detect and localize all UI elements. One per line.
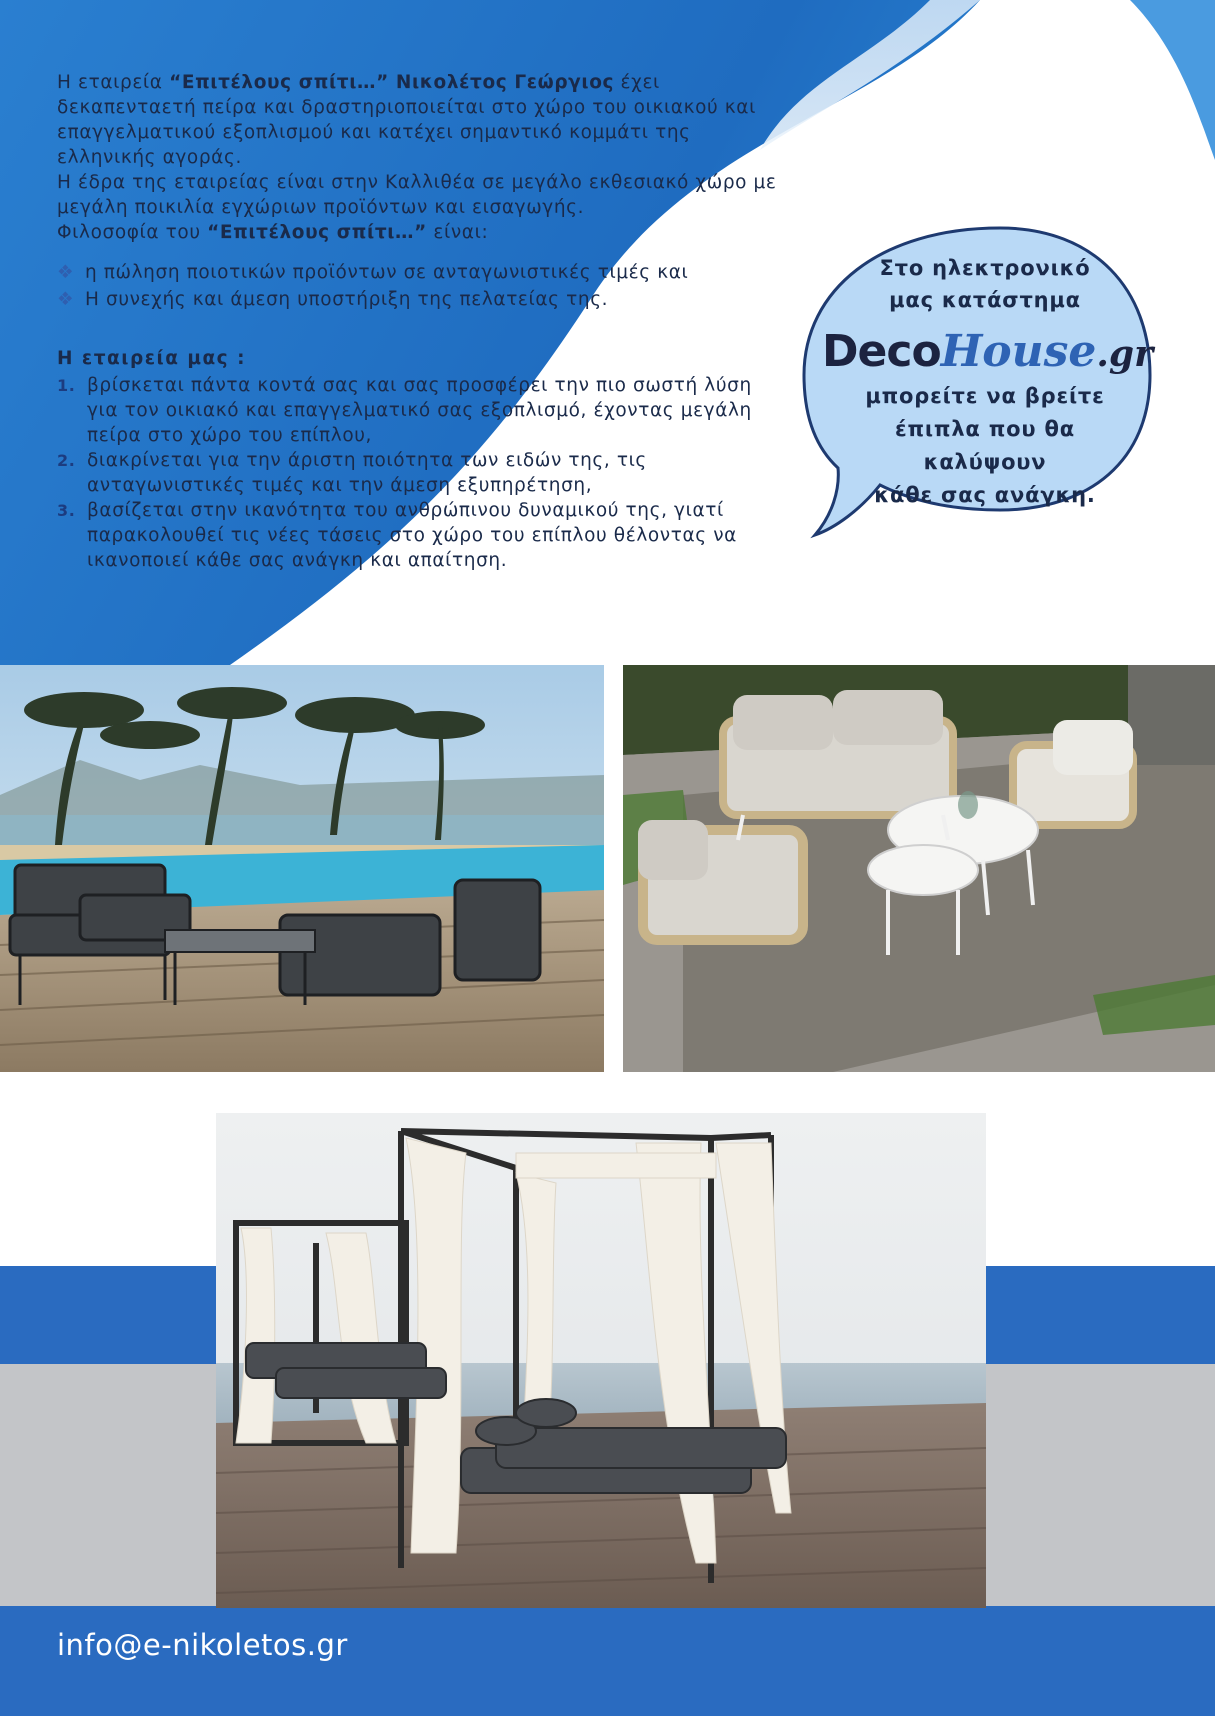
list-item [57, 448, 777, 498]
logo-gr: .gr [1096, 333, 1154, 375]
company-name: “Επιτέλους σπίτι…” Νικολέτος Γεώργιος [169, 72, 615, 93]
bubble-body [820, 380, 1150, 512]
bubble-line: Στο ηλεκτρονικό [879, 256, 1091, 280]
bubble-line: μπορείτε να βρείτε [865, 384, 1105, 408]
footer-email[interactable]: info@e-nikoletos.gr [57, 1628, 348, 1662]
intro-p2: Η έδρα της εταιρείας είναι στην Καλλιθέα σε μεγάλο εκθεσιακό χώρο με μεγάλη ποικιλία εγχώριων προϊόντων και εισαγωγής. [57, 172, 777, 218]
company-points-list [57, 373, 777, 573]
diamond-bullet-icon: ❖ [57, 262, 75, 283]
bubble-line: μας κατάστημα [889, 288, 1081, 312]
bubble-intro [820, 252, 1150, 316]
photo-rattan-lounge-set [623, 665, 1215, 1072]
logo-house: House [940, 326, 1097, 377]
intro-p3-a: Φιλοσοφία του [57, 222, 208, 243]
intro-text [57, 70, 777, 245]
philosophy-list [57, 259, 777, 313]
logo-deco: Deco [822, 326, 941, 377]
list-item-text: διακρίνεται για την άριστη ποιότητα των ειδών της, τις ανταγωνιστικές τιμές και την άμεση εξυπηρέτηση, [87, 450, 647, 496]
brand-name: “Επιτέλους σπίτι…” [207, 222, 427, 243]
list-item [57, 373, 777, 448]
item-number: 2. [57, 451, 76, 470]
company-heading: Η εταιρεία μας : [57, 348, 246, 369]
list-item-text: βασίζεται στην ικανότητα του ανθρώπινου δυναμικού της, γιατί παρακολουθεί τις νέες τάσεις στο χώρο του επίπλου θέλοντας να ικανοποιεί κάθε σας ανάγκη και απαίτηση. [87, 500, 737, 571]
photo-pool-sofa-set [0, 665, 604, 1072]
intro-p1-b: έχει δεκαπενταετή πείρα και δραστηριοποιείται στο χώρο του οικιακού και επαγγελματικού εξοπλισμού και κατέχει σημαντικό κομμάτι της ελληνικής αγοράς. [57, 72, 756, 168]
list-item [57, 259, 777, 286]
intro-p3-b: είναι: [426, 222, 489, 243]
item-number: 1. [57, 376, 76, 395]
decohouse-logo [822, 326, 1152, 377]
list-item [57, 498, 777, 573]
item-number: 3. [57, 501, 76, 520]
bubble-line: κάθε σας ανάγκη. [874, 483, 1096, 507]
diamond-bullet-icon: ❖ [57, 289, 75, 310]
list-item-text: η πώληση ποιοτικών προϊόντων σε ανταγωνιστικές τιμές και [85, 262, 689, 283]
intro-p1-a: Η εταιρεία [57, 72, 170, 93]
bubble-line: καλύψουν [923, 450, 1047, 474]
list-item-text: βρίσκεται πάντα κοντά σας και σας προσφέρει την πιο σωστή λύση για τον οικιακό και επαγγελματικό σας εξοπλισμό, έχοντας μεγάλη πείρα στο χώρο του επίπλου, [87, 375, 752, 446]
bubble-line: έπιπλα που θα [895, 417, 1075, 441]
photo-canopy-daybeds [216, 1113, 986, 1608]
list-item [57, 286, 777, 313]
list-item-text: Η συνεχής και άμεση υποστήριξη της πελατείας της. [85, 289, 609, 310]
